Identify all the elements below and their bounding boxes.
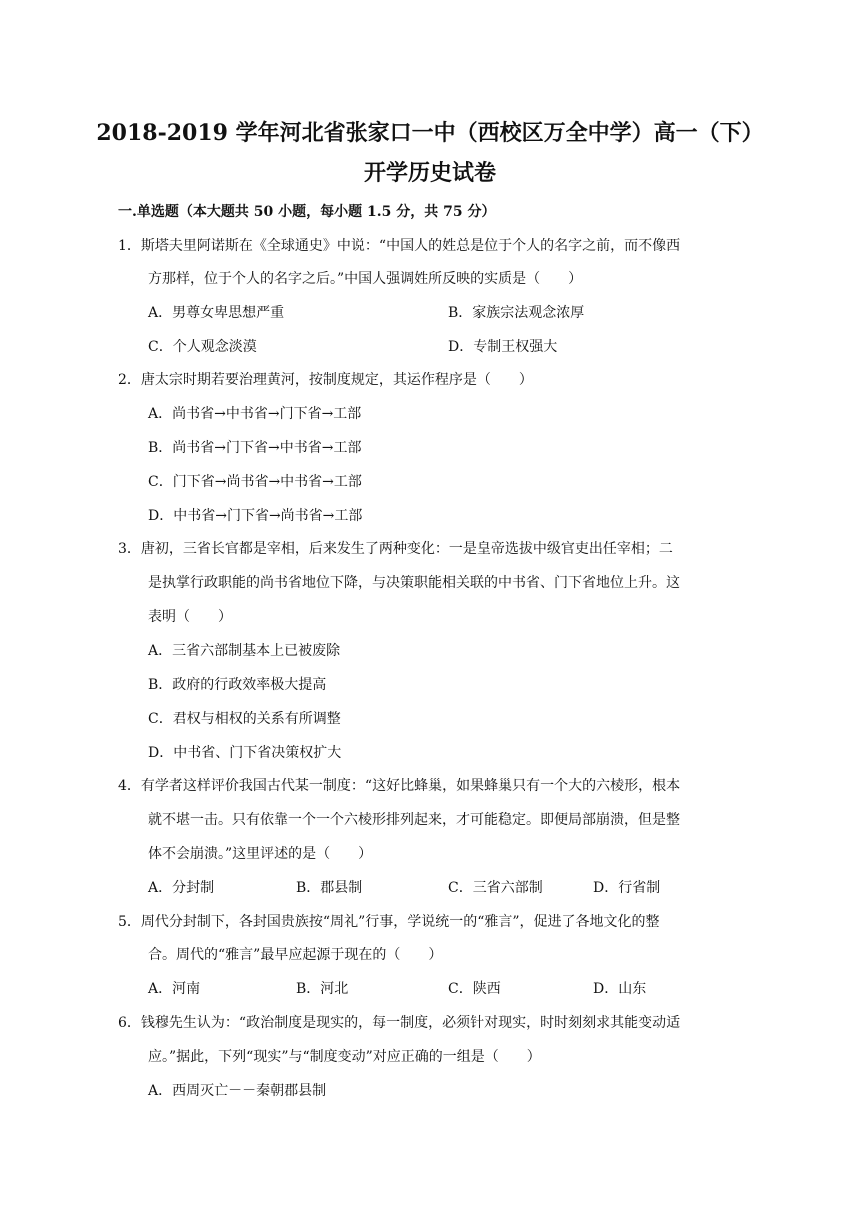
question-number: 3． [118, 541, 141, 557]
option-d[interactable]: D．山东 [593, 981, 647, 997]
question-text-line: 是执掌行政职能的尚书省地位下降，与决策职能相关联的中书省、门下省地位上升。这 [148, 575, 680, 591]
option-a[interactable]: A．分封制 [148, 880, 215, 896]
question-number: 4． [118, 778, 141, 794]
exam-title-line-1: 2018-2019 学年河北省张家口一中（西校区万全中学）高一（下） [96, 120, 764, 146]
question-text-line: 应。”据此，下列“现实”与“制度变动”对应正确的一组是（ ） [148, 1049, 541, 1065]
question-text-line: 合。周代的“雅言”最早应起源于现在的（ ） [148, 947, 443, 963]
question-text-line: 钱穆先生认为：“政治制度是现实的，每一制度，必须针对现实，时时刻刻求其能变动适 [140, 1015, 681, 1031]
question-text-line: 体不会崩溃。”这里评述的是（ ） [148, 846, 373, 862]
question-text-line: 唐太宗时期若要治理黄河，按制度规定，其运作程序是（ ） [140, 372, 533, 388]
option-b[interactable]: B．尚书省→门下省→中书省→工部 [148, 440, 362, 456]
option-b[interactable]: B．家族宗法观念浓厚 [448, 305, 585, 321]
option-b[interactable]: B．郡县制 [296, 880, 363, 896]
option-a[interactable]: A．男尊女卑思想严重 [148, 305, 285, 321]
option-b[interactable]: B．政府的行政效率极大提高 [148, 677, 327, 693]
question-number: 5． [118, 914, 141, 930]
option-c[interactable]: C．陕西 [448, 981, 501, 997]
question-number: 2． [118, 372, 141, 388]
question-number: 1． [118, 238, 141, 254]
question-text-line: 表明（ ） [148, 609, 232, 625]
section-heading: 一.单选题（本大题共 50 小题，每小题 1.5 分，共 75 分） [118, 204, 496, 220]
option-a[interactable]: A．河南 [148, 981, 201, 997]
option-d[interactable]: D．中书省、门下省决策权扩大 [148, 745, 342, 761]
option-a[interactable]: A．西周灭亡－－秦朝郡县制 [148, 1083, 327, 1099]
option-b[interactable]: B．河北 [296, 981, 349, 997]
option-d[interactable]: D．专制王权强大 [448, 339, 558, 355]
question-text-line: 方那样，位于个人的名字之后。”中国人强调姓所反映的实质是（ ） [148, 271, 583, 287]
question-text-line: 斯塔夫里阿诺斯在《全球通史》中说：“中国人的姓总是位于个人的名字之前，而不像西 [140, 238, 681, 254]
option-c[interactable]: C．君权与相权的关系有所调整 [148, 711, 341, 727]
option-c[interactable]: C．门下省→尚书省→中书省→工部 [148, 474, 362, 490]
question-text-line: 有学者这样评价我国古代某一制度：“这好比蜂巢，如果蜂巢只有一个大的六棱形，根本 [140, 778, 681, 794]
option-a[interactable]: A．尚书省→中书省→门下省→工部 [148, 406, 362, 422]
option-d[interactable]: D．中书省→门下省→尚书省→工部 [148, 508, 363, 524]
option-a[interactable]: A．三省六部制基本上已被废除 [148, 643, 341, 659]
exam-title-line-2: 开学历史试卷 [363, 160, 496, 186]
question-text-line: 就不堪一击。只有依靠一个一个六棱形排列起来，才可能稳定。即便局部崩溃，但是整 [148, 812, 680, 828]
option-c[interactable]: C．三省六部制 [448, 880, 543, 896]
option-c[interactable]: C．个人观念淡漠 [148, 339, 257, 355]
question-text-line: 周代分封制下，各封国贵族按“周礼”行事，学说统一的“雅言”，促进了各地文化的整 [140, 914, 660, 930]
question-number: 6． [118, 1015, 141, 1031]
option-d[interactable]: D．行省制 [593, 880, 661, 896]
question-text-line: 唐初，三省长官都是宰相，后来发生了两种变化：一是皇帝选拔中级官吏出任宰相；二 [140, 541, 673, 557]
